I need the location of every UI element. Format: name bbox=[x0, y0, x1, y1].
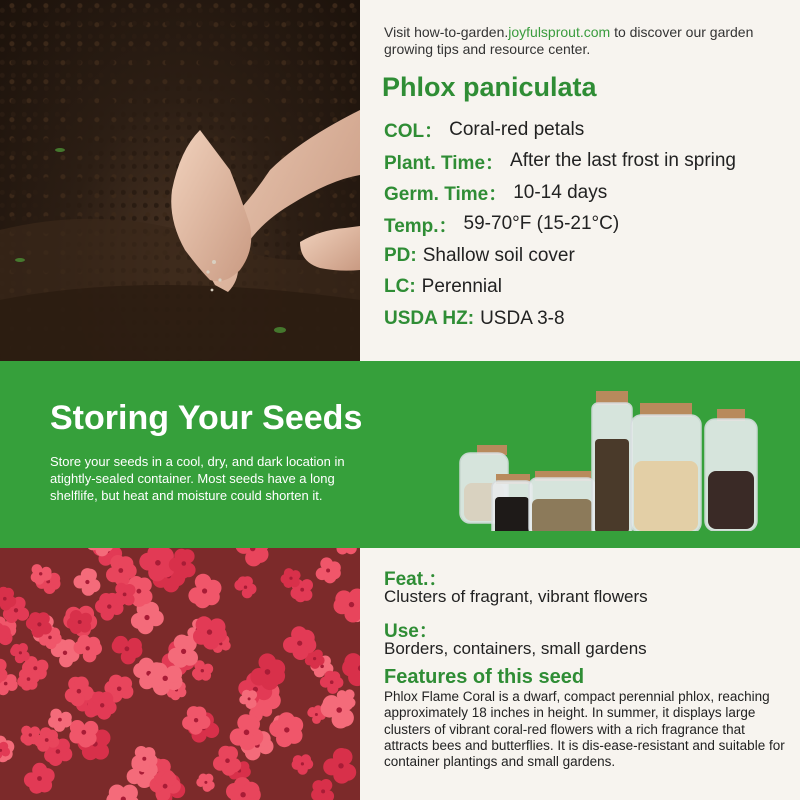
promo-suffix: to discover our garden growing tips and resource center. bbox=[384, 24, 754, 57]
plant-name-title: Phlox paniculata bbox=[382, 72, 597, 102]
phlox-flower bbox=[168, 635, 198, 668]
phlox-flower bbox=[269, 712, 303, 747]
attribute-temperature bbox=[384, 209, 796, 241]
use-label: Use： bbox=[384, 621, 438, 642]
phlox-flower bbox=[67, 610, 92, 634]
promo-prefix: Visit how-to-garden. bbox=[384, 24, 509, 40]
storing-seeds-text: Store your seeds in a cool, dry, and dark location in atightly-sealed container. Most seeds have a long shelflife, but heat and moisture could shorten it. bbox=[50, 454, 345, 503]
phlox-flower bbox=[281, 568, 301, 588]
phlox-flower bbox=[316, 557, 341, 583]
phlox-flowers-photo bbox=[0, 548, 360, 800]
flower-cluster-illustration bbox=[0, 548, 360, 800]
top-section bbox=[0, 0, 800, 361]
attribute-key: LC: bbox=[384, 276, 416, 298]
phlox-flower bbox=[213, 746, 241, 776]
attribute-value: Perennial bbox=[421, 276, 502, 298]
phlox-flower bbox=[17, 669, 40, 691]
feat-label: Feat.： bbox=[384, 569, 448, 590]
attribute-value: USDA 3-8 bbox=[480, 307, 565, 329]
attribute-value: Coral-red petals bbox=[449, 118, 585, 140]
phlox-flower bbox=[226, 777, 261, 800]
seed-jars-illustration bbox=[455, 381, 765, 531]
feat-value: Clusters of fragrant, vibrant flowers bbox=[384, 587, 648, 606]
phlox-flower bbox=[106, 785, 139, 800]
features-text: Phlox Flame Coral is a dwarf, compact perennial phlox, reaching approximately 18 inches in height. In summer, it displays large clusters of vibrant coral-red flowers with a rich fragrance that attracts bees and butterflies. It is dis-ease-resistant and suitable for container plantings and small gardens. bbox=[384, 689, 785, 770]
phlox-flower bbox=[311, 779, 334, 800]
attribute-value: 59-70°F (15-21°C) bbox=[463, 213, 620, 235]
phlox-flower bbox=[196, 774, 214, 792]
attribute-value: Shallow soil cover bbox=[422, 244, 575, 266]
phlox-flower bbox=[250, 653, 285, 690]
phlox-flower bbox=[48, 709, 72, 732]
phlox-flower bbox=[74, 568, 101, 596]
phlox-flower bbox=[292, 754, 314, 775]
storing-seeds-title: Storing Your Seeds bbox=[50, 399, 363, 437]
phlox-flower bbox=[234, 576, 256, 598]
phlox-flower bbox=[10, 643, 30, 663]
attribute-key: Temp.： bbox=[384, 215, 458, 237]
phlox-flower bbox=[69, 720, 98, 748]
phlox-flower bbox=[323, 748, 356, 784]
attribute-planting-depth bbox=[384, 240, 796, 272]
attribute-life-cycle bbox=[384, 272, 796, 304]
use-value: Borders, containers, small gardens bbox=[384, 639, 647, 658]
attribute-key: Germ. Time： bbox=[384, 184, 508, 206]
attribute-color bbox=[384, 114, 796, 146]
features-title: Features of this seed bbox=[384, 666, 585, 688]
promo-site-link[interactable]: joyfulsprout.com bbox=[508, 24, 611, 40]
attribute-key: PD: bbox=[384, 244, 417, 266]
phlox-flower bbox=[334, 548, 357, 555]
hands-sowing-seeds-photo bbox=[0, 0, 360, 361]
storing-seeds-banner bbox=[0, 361, 800, 548]
visit-promo-text bbox=[384, 24, 784, 58]
phlox-flower bbox=[188, 574, 221, 609]
phlox-flower bbox=[321, 693, 355, 728]
hands-illustration bbox=[0, 0, 360, 361]
attribute-germination-time bbox=[384, 177, 796, 209]
plant-info-panel bbox=[360, 0, 800, 361]
phlox-flower bbox=[24, 763, 55, 794]
phlox-flower bbox=[113, 583, 135, 606]
attribute-list bbox=[384, 114, 796, 335]
attribute-usda-zone bbox=[384, 303, 796, 335]
attribute-key: COL： bbox=[384, 121, 444, 143]
phlox-flower bbox=[334, 589, 361, 623]
phlox-flower bbox=[112, 636, 143, 665]
attribute-key: USDA HZ: bbox=[384, 307, 475, 329]
phlox-flower bbox=[235, 548, 269, 566]
attribute-value: After the last frost in spring bbox=[510, 150, 737, 172]
phlox-flower bbox=[26, 612, 52, 638]
attribute-planting-time bbox=[384, 146, 796, 178]
seed-details-panel bbox=[360, 548, 800, 800]
attribute-value: 10-14 days bbox=[513, 181, 608, 203]
attribute-key: Plant. Time： bbox=[384, 152, 505, 174]
phlox-flower bbox=[342, 653, 360, 686]
